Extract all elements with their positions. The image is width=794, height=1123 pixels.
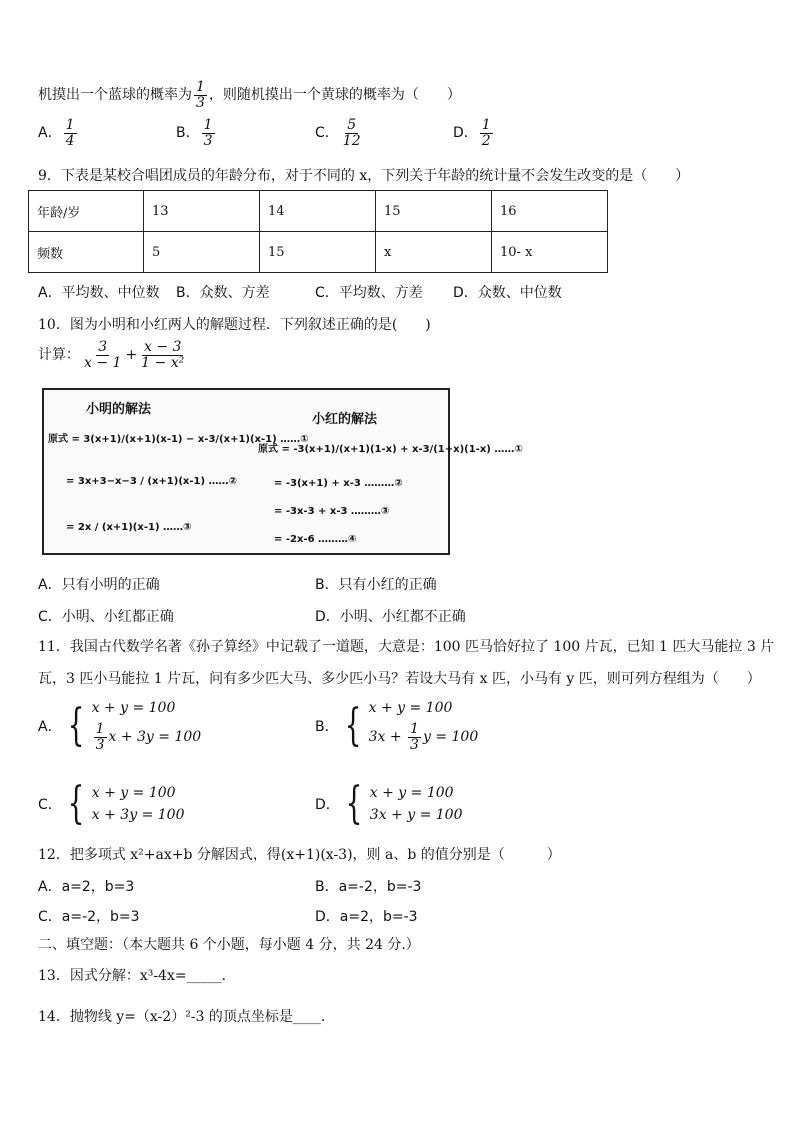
q11-stem-line-1: 11．我国古代数学名著《孙子算经》中记载了一道题，大意是：100 匹马恰好拉了 100 片瓦，已知 1 匹大马能拉 3 片: [38, 639, 775, 655]
handwritten-solutions-image: [42, 388, 523, 555]
table-cell: 16: [492, 191, 608, 232]
q11-stem-line-2: 瓦，3 匹小马能拉 1 片瓦，问有多少匹大马、多少匹小马？若设大马有 x 匹，小马有 y 匹，则可列方程组为（ ）: [38, 671, 761, 687]
q9-stem: 9．下表是某校合唱团成员的年龄分布，对于不同的 x，下列关于年龄的统计量不会发生改变的是（ ）: [38, 168, 690, 184]
q8-option-a[interactable]: A． $\frac{1}{4}$: [38, 117, 75, 149]
hong-line-1: 原式 = -3(x+1)/(x+1)(1-x) + x-3/(1+x)(1-x) ……①: [258, 444, 523, 455]
q8-option-b[interactable]: B． $\frac{1}{3}$: [176, 117, 213, 149]
hong-title: 小红的解法: [312, 412, 378, 427]
hong-line-4: = -2x-6 ………④: [274, 534, 357, 545]
q12-option-d[interactable]: D．a=2，b=-3: [315, 909, 418, 925]
q9-option-a[interactable]: A．平均数、中位数: [38, 285, 160, 301]
q10-option-a[interactable]: A．只有小明的正确: [38, 577, 160, 593]
ming-title: 小明的解法: [86, 402, 152, 417]
table-cell: 频数: [29, 232, 144, 273]
q10-option-c[interactable]: C．小明、小红都正确: [38, 609, 174, 625]
q10-option-b[interactable]: B．只有小红的正确: [315, 577, 437, 593]
table-cell: 15: [376, 191, 492, 232]
q12-option-c[interactable]: C．a=-2，b=3: [38, 909, 140, 925]
q9-option-c[interactable]: C．平均数、方差: [315, 285, 423, 301]
q9-option-d[interactable]: D．众数、中位数: [453, 285, 562, 301]
q9-option-b[interactable]: B．众数、方差: [176, 285, 270, 301]
table-row: [29, 191, 608, 232]
table-cell: 13: [144, 191, 260, 232]
q12-option-b[interactable]: B．a=-2，b=-3: [315, 879, 422, 895]
q13-stem: 13．因式分解：x³-4x=_____．: [38, 968, 236, 984]
q8-text-after: ，则随机摸出一个黄球的概率为（ ）: [208, 87, 461, 104]
table-row: [29, 232, 608, 273]
table-cell: 5: [144, 232, 260, 273]
table-cell: x: [376, 232, 492, 273]
table-cell: 10- x: [492, 232, 608, 273]
q11-option-a[interactable]: A． { x + y = 100 $\frac{1}{3}$ x + 3y = 100: [38, 700, 202, 753]
hong-line-3: = -3x-3 + x-3 ………③: [274, 506, 390, 517]
table-cell: 15: [260, 232, 376, 273]
q11-option-b[interactable]: B． { x + y = 100 3x + $\frac{1}{3}$ y = 100: [315, 700, 479, 753]
q14-stem: 14．抛物线 y=（x-2）²-3 的顶点坐标是____．: [38, 1009, 335, 1025]
q8-stem: [38, 80, 461, 110]
hong-line-2: = -3(x+1) + x-3 ………②: [274, 478, 403, 489]
ming-line-2: = 3x+3−x−3 / (x+1)(x-1) ……②: [66, 476, 237, 487]
q10-calc-expression: 计算： $\frac{3}{x - 1}$ + $\frac{x - 3}{\text{1 − x²}}$: [38, 339, 185, 371]
q12-stem: 12．把多项式 x²+ax+b 分解因式，得(x+1)(x-3)，则 a、b 的值分别是（ ）: [38, 847, 561, 863]
q8-text-before: 机摸出一个蓝球的概率为: [38, 87, 192, 104]
q12-option-a[interactable]: A．a=2，b=3: [38, 879, 135, 895]
table-cell: 14: [260, 191, 376, 232]
q10-stem: 10．图为小明和小红两人的解题过程．下列叙述正确的是( ): [38, 317, 431, 333]
q11-option-c[interactable]: C． { x + y = 100 x + 3y = 100: [38, 778, 185, 829]
q10-option-d[interactable]: D．小明、小红都不正确: [315, 609, 466, 625]
q8-fraction: $\frac{1}{3}$: [196, 79, 205, 111]
ming-line-1: 原式 = 3(x+1)/(x+1)(x-1) − x-3/(x+1)(x-1) ……①: [48, 434, 309, 445]
q11-option-d[interactable]: D． { x + y = 100 3x + y = 100: [315, 778, 463, 829]
section-2-heading: 二、填空题：（本大题共 6 个小题，每小题 4 分，共 24 分.）: [38, 937, 420, 953]
table-cell: 年龄/岁: [29, 191, 144, 232]
ming-line-3: = 2x / (x+1)(x-1) ……③: [66, 522, 192, 533]
age-distribution-table: [28, 190, 608, 273]
q8-option-c[interactable]: C． $\frac{5}{12}$: [315, 117, 361, 149]
q8-option-d[interactable]: D． $\frac{1}{2}$: [453, 117, 491, 149]
